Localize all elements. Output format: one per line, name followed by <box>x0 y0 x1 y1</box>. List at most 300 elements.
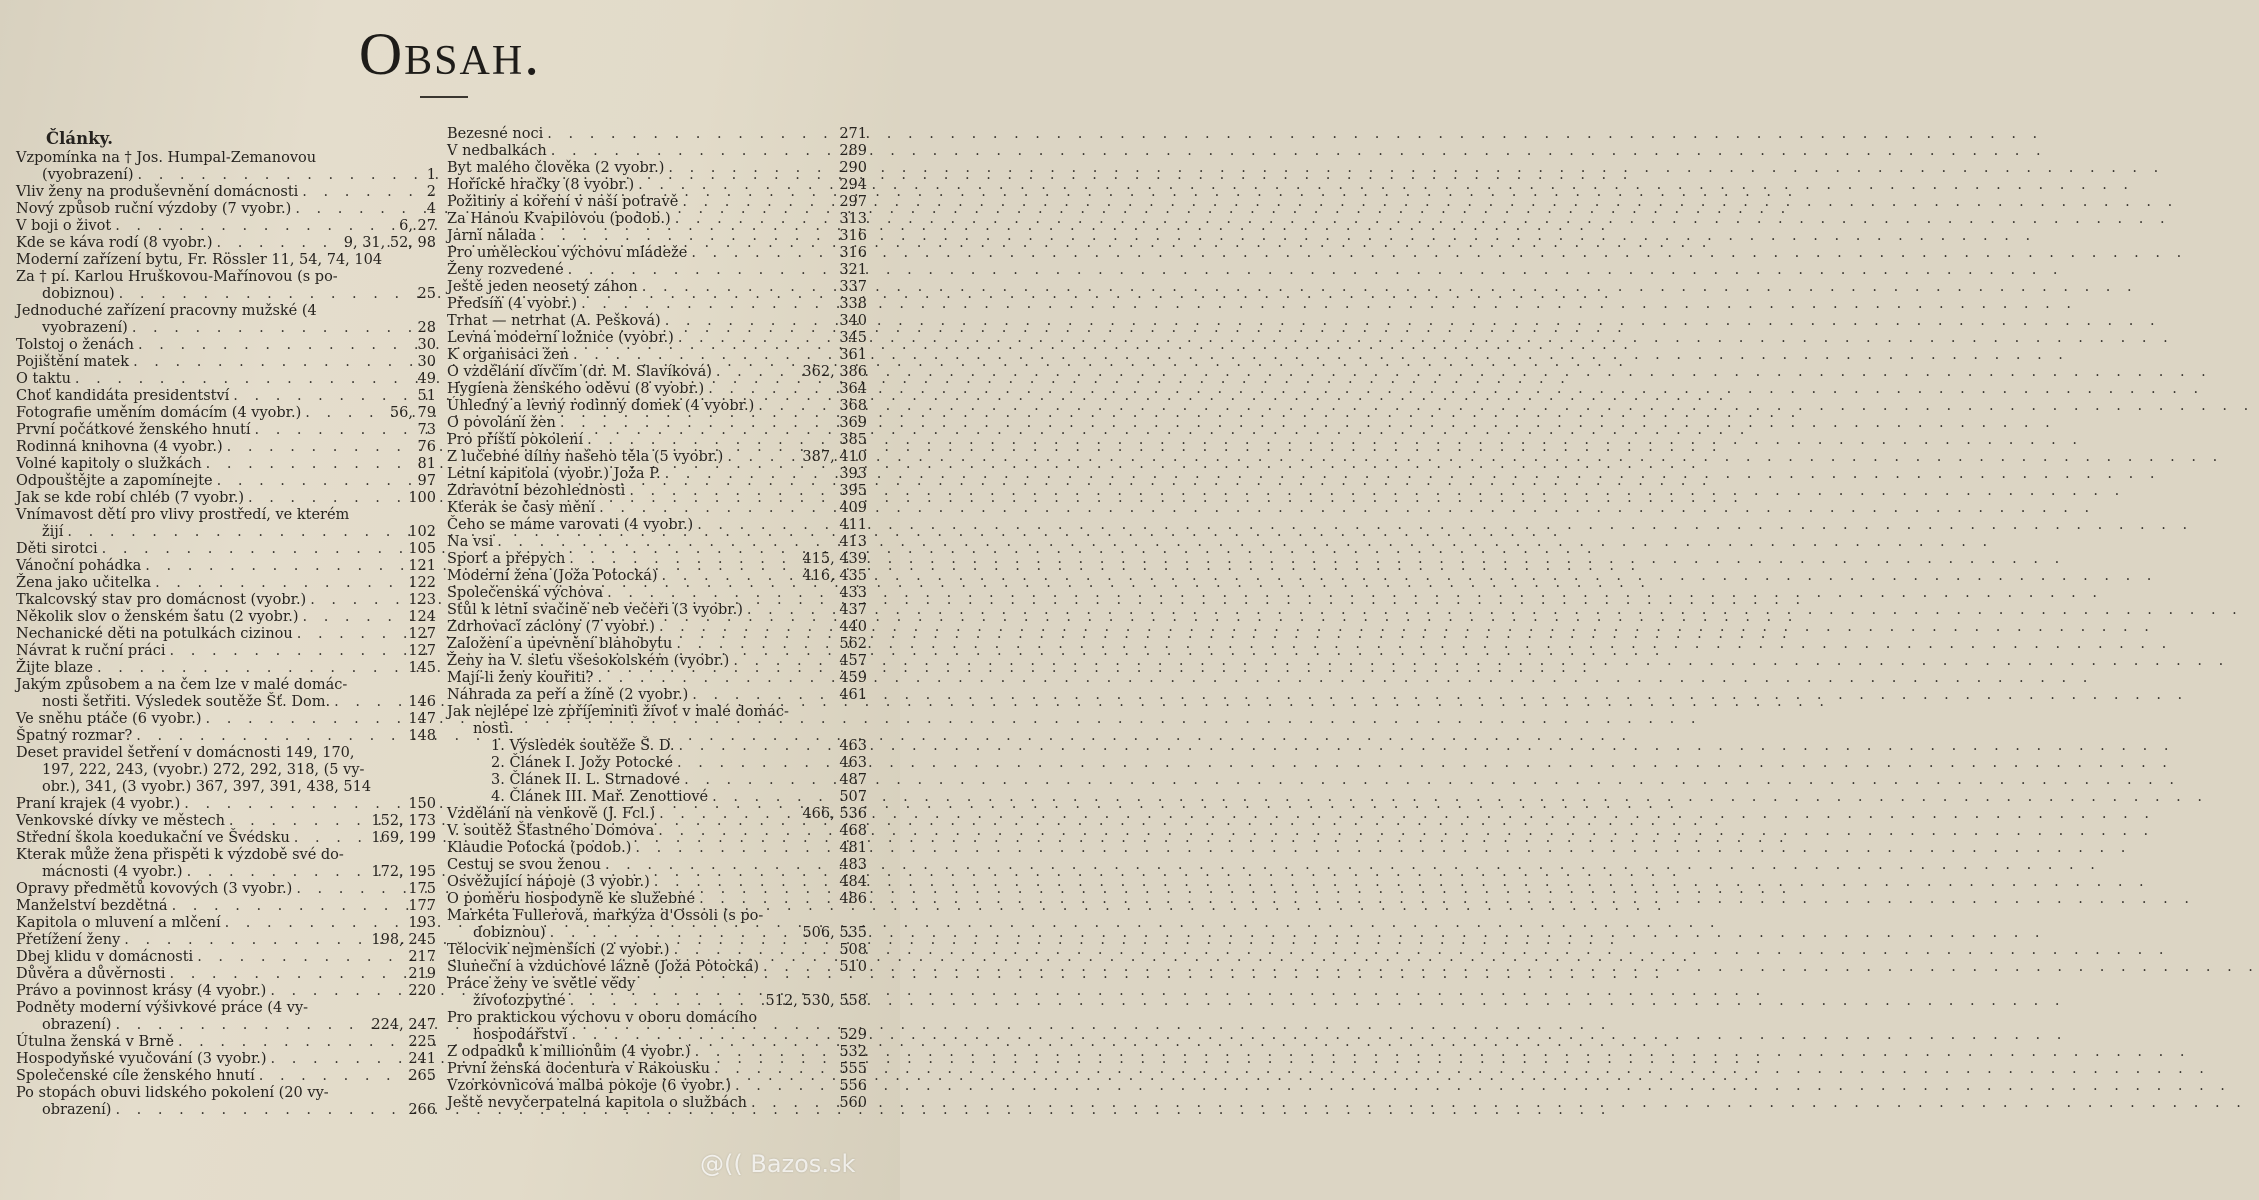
toc-entry-title: Jarní nálada <box>447 228 537 244</box>
toc-entry-title: Podněty moderní výšivkové práce (4 vy- <box>16 1000 309 1016</box>
toc-leader-dots <box>661 313 836 330</box>
toc-leader-dots <box>298 184 422 201</box>
toc-entry <box>447 840 867 857</box>
toc-leader-dots <box>223 439 414 456</box>
toc-leader-dots <box>712 364 799 381</box>
toc-leader-dots <box>111 1102 404 1119</box>
toc-entry <box>447 738 867 755</box>
toc-entry-pages: 51 <box>417 388 436 404</box>
toc-entry-title: Levná moderní ložnice (vyobr.) <box>447 330 674 346</box>
toc-entry-pages: 463 <box>839 755 867 771</box>
toc-leader-dots <box>290 830 368 847</box>
section-heading: Články. <box>46 129 113 148</box>
toc-entry <box>16 558 436 575</box>
toc-entry <box>16 881 436 898</box>
toc-entry-title: Práce ženy ve světle vědy <box>447 976 636 992</box>
toc-entry-title: K organisaci žen <box>447 347 570 363</box>
toc-entry-pages: 466, 536 <box>802 806 867 822</box>
toc-leader-dots <box>759 959 835 976</box>
toc-entry-pages: 127 <box>408 643 436 659</box>
toc-left-column <box>16 128 436 1148</box>
toc-leader-dots <box>564 262 836 279</box>
toc-entry <box>447 806 867 823</box>
toc-entry <box>16 932 436 949</box>
toc-entry <box>447 313 867 330</box>
toc-entry-pages: 368 <box>839 398 867 414</box>
title-divider <box>420 96 468 98</box>
toc-leader-dots <box>654 823 835 840</box>
toc-entry-title: hospodářství <box>473 1027 568 1043</box>
toc-entry <box>16 745 436 762</box>
toc-entry <box>16 830 436 847</box>
toc-entry-pages: 294 <box>839 177 867 193</box>
toc-leader-dots <box>754 398 835 415</box>
toc-entry <box>16 813 436 830</box>
toc-entry-title: Letní kapitola (vyobr.) Joža P. <box>447 466 661 482</box>
toc-entry <box>447 160 867 177</box>
toc-entry <box>16 847 436 864</box>
toc-entry-title: životozpytné <box>473 993 566 1009</box>
toc-entry-title: nosti šetřiti. Výsledek soutěže Šť. Dom. <box>42 694 331 710</box>
toc-leader-dots <box>675 738 836 755</box>
toc-entry-title: Tkalcovský stav pro domácnost (vyobr.) <box>16 592 307 608</box>
toc-leader-dots <box>661 466 836 483</box>
toc-entry-pages: 340 <box>839 313 867 329</box>
toc-entry-pages: 25 <box>417 286 436 302</box>
toc-entry-title: Žijte blaze <box>16 660 94 676</box>
toc-entry-title: O povolání žen <box>447 415 556 431</box>
toc-entry-pages: 56, 79 <box>389 405 436 421</box>
toc-entry-title: Osvěžující nápoje (3 vyobr.) <box>447 874 650 890</box>
toc-leader-dots <box>128 320 414 337</box>
toc-leader-dots <box>747 1095 835 1112</box>
toc-entry-title: Markéta Fullerová, markýza d'Ossoli (s po- <box>447 908 764 924</box>
toc-entry-pages: 265 <box>408 1068 436 1084</box>
toc-entry-pages: 437 <box>839 602 867 618</box>
toc-entry-title: Bezesné noci <box>447 126 544 142</box>
toc-entry-title: Mají-li ženy kouřiti? <box>447 670 594 686</box>
toc-entry-pages: 459 <box>839 670 867 686</box>
toc-entry-pages: 487 <box>839 772 867 788</box>
toc-entry <box>447 211 867 228</box>
toc-leader-dots <box>225 813 368 830</box>
toc-leader-dots <box>166 643 405 660</box>
toc-entry <box>16 1085 436 1102</box>
page-title: Obsah. <box>358 21 542 87</box>
toc-entry-title: Zdrhovací záclony (7 vyobr.) <box>447 619 655 635</box>
toc-entry-pages: 105 <box>408 541 436 557</box>
toc-leader-dots <box>650 874 836 891</box>
toc-entry <box>16 796 436 813</box>
toc-leader-dots <box>556 415 835 432</box>
toc-entry <box>16 677 436 694</box>
toc-entry-pages: 415, 439 <box>802 551 867 567</box>
toc-entry-title: 1. Výsledek soutěže Š. D. <box>491 738 675 754</box>
toc-entry <box>16 337 436 354</box>
toc-leader-dots <box>678 194 835 211</box>
toc-entry-pages: 413 <box>839 534 867 550</box>
toc-entry-pages: 409 <box>839 500 867 516</box>
toc-leader-dots <box>111 1017 367 1034</box>
toc-leader-dots <box>603 585 835 602</box>
toc-entry-title: Úhledný a levný rodinný domek (4 vyobr.) <box>447 398 755 414</box>
toc-entry <box>16 507 436 524</box>
toc-leader-dots <box>673 755 835 772</box>
toc-leader-dots <box>631 840 835 857</box>
toc-entry-title: obrazení) <box>42 1102 112 1118</box>
toc-entry <box>447 500 867 517</box>
toc-entry <box>447 976 867 993</box>
toc-entry-pages: 457 <box>839 653 867 669</box>
toc-entry <box>16 269 436 286</box>
toc-entry-pages: 150 <box>408 796 436 812</box>
toc-leader-dots <box>293 626 405 643</box>
toc-entry-pages: 217 <box>408 949 436 965</box>
toc-entry-title: Kapitola o mluvení a mlčení <box>16 915 221 931</box>
toc-entry-title: Stůl k letní svačině neb večeři (3 vyobr.) <box>447 602 743 618</box>
toc-entry-pages: 177 <box>408 898 436 914</box>
toc-entry-pages: 124 <box>408 609 436 625</box>
toc-entry-pages: 393 <box>839 466 867 482</box>
toc-entry-pages: 9, 31, 52, 98 <box>343 235 436 251</box>
toc-entry-pages: 1 <box>426 167 436 183</box>
toc-entry-title: Praní krajek (4 vyobr.) <box>16 796 181 812</box>
toc-entry-title: 2. Článek I. Jožy Potocké <box>491 755 674 771</box>
toc-entry-title: Cestuj se svou ženou <box>447 857 601 873</box>
toc-entry-pages: 290 <box>839 160 867 176</box>
toc-entry <box>447 364 867 381</box>
toc-entry <box>447 823 867 840</box>
toc-entry <box>16 184 436 201</box>
toc-entry <box>16 609 436 626</box>
toc-entry <box>447 177 867 194</box>
toc-entry-title: obr.), 341, (3 vyobr.) 367, 397, 391, 438, 514 <box>42 779 372 795</box>
toc-leader-dots <box>71 371 414 388</box>
toc-leader-dots <box>691 1044 836 1061</box>
toc-entry <box>16 1017 436 1034</box>
toc-entry <box>16 150 436 167</box>
toc-entry-title: Trhat — netrhat (A. Pešková) <box>447 313 661 329</box>
book-page <box>0 0 900 1200</box>
toc-entry <box>447 262 867 279</box>
toc-entry <box>16 983 436 1000</box>
toc-entry <box>447 993 867 1010</box>
toc-entry-title: V boji o život <box>16 218 112 234</box>
toc-entry <box>16 422 436 439</box>
toc-entry <box>447 534 867 551</box>
toc-entry <box>16 779 436 796</box>
toc-entry <box>16 898 436 915</box>
toc-entry-title: Důvěra a důvěrnosti <box>16 966 166 982</box>
toc-entry-title: Ženy rozvedené <box>447 262 564 278</box>
toc-entry <box>447 398 867 415</box>
toc-entry-pages: 555 <box>839 1061 867 1077</box>
toc-entry-pages: 100 <box>408 490 436 506</box>
toc-leader-dots <box>688 687 835 704</box>
toc-leader-dots <box>601 857 835 874</box>
toc-entry-title: V nedbalkách <box>447 143 547 159</box>
toc-entry-title: Společenská výchova <box>447 585 604 601</box>
toc-entry-title: Střední škola koedukační ve Švédsku <box>16 830 290 846</box>
toc-entry-pages: 30 <box>417 354 436 370</box>
toc-entry <box>447 789 867 806</box>
toc-leader-dots <box>132 728 404 745</box>
toc-entry-title: O vzdělání dívčím (dr. M. Slavíková) <box>447 364 712 380</box>
toc-entry-title: Kterak může žena přispěti k výzdobě své do- <box>16 847 344 863</box>
toc-entry-pages: 145 <box>408 660 436 676</box>
toc-entry-title: Venkovské dívky ve městech <box>16 813 225 829</box>
toc-entry-title: Tolstoj o ženách <box>16 337 135 353</box>
toc-entry <box>16 592 436 609</box>
toc-entry-title: Vliv ženy na produševnění domácnosti <box>16 184 299 200</box>
toc-entry-pages: 461 <box>839 687 867 703</box>
toc-leader-dots <box>595 500 835 517</box>
toc-entry-pages: 369 <box>839 415 867 431</box>
toc-entry-pages: 102 <box>408 524 436 540</box>
toc-entry <box>447 755 867 772</box>
toc-leader-dots <box>695 891 835 908</box>
toc-entry <box>16 1034 436 1051</box>
toc-entry-title: Pro příští pokolení <box>447 432 584 448</box>
toc-entry-pages: 241 <box>408 1051 436 1067</box>
toc-leader-dots <box>183 864 368 881</box>
toc-entry-title: Vnímavost dětí pro vlivy prostředí, ve kterém <box>16 507 350 523</box>
toc-entry-title: Kterak se časy mění <box>447 500 596 516</box>
toc-entry <box>16 405 436 422</box>
toc-entry-title: Rodinná knihovna (4 vyobr.) <box>16 439 223 455</box>
toc-entry-title: žijí <box>42 524 64 540</box>
toc-leader-dots <box>577 296 835 313</box>
toc-entry-pages: 506, 535 <box>802 925 867 941</box>
toc-entry-pages: 507 <box>839 789 867 805</box>
toc-entry-title: obrazení) <box>42 1017 112 1033</box>
toc-entry <box>16 626 436 643</box>
toc-entry-title: Hygiena ženského oděvu (8 vyobr.) <box>447 381 705 397</box>
toc-entry <box>16 439 436 456</box>
toc-entry-title: dobiznou) <box>42 286 115 302</box>
toc-entry-title: Tělocvik nejmenších (2 vyobr.) <box>447 942 670 958</box>
toc-entry-pages: 468 <box>839 823 867 839</box>
toc-leader-dots <box>664 160 835 177</box>
toc-entry-pages: 271 <box>839 126 867 142</box>
toc-entry <box>447 568 867 585</box>
toc-list-right <box>447 126 867 1112</box>
toc-entry-title: První ženská docentura v Rakousku <box>447 1061 711 1077</box>
toc-entry-pages: 345 <box>839 330 867 346</box>
toc-entry-pages: 440 <box>839 619 867 635</box>
toc-entry-pages: 529 <box>839 1027 867 1043</box>
toc-entry-title: Jakým způsobem a na čem lze v malé domác- <box>16 677 348 693</box>
toc-right-column <box>447 126 867 1146</box>
toc-leader-dots <box>671 211 836 228</box>
toc-entry-pages: 433 <box>839 585 867 601</box>
toc-entry-pages: 556 <box>839 1078 867 1094</box>
toc-leader-dots <box>251 422 414 439</box>
toc-leader-dots <box>565 551 798 568</box>
toc-entry-title: (vyobrazení) <box>42 167 134 183</box>
toc-entry <box>16 218 436 235</box>
toc-leader-dots <box>98 541 405 558</box>
toc-entry-pages: 361 <box>839 347 867 363</box>
toc-entry-pages: 512, 530, 558 <box>765 993 867 1009</box>
toc-entry <box>447 1061 867 1078</box>
toc-entry-title: První počátkové ženského hnutí <box>16 422 251 438</box>
toc-entry-pages: 387, 410 <box>802 449 867 465</box>
toc-entry-pages: 219 <box>408 966 436 982</box>
toc-entry-title: Čeho se máme varovati (4 vyobr.) <box>447 517 694 533</box>
toc-entry <box>16 456 436 473</box>
toc-entry <box>16 286 436 303</box>
toc-entry-pages: 175 <box>408 881 436 897</box>
toc-entry-pages: 338 <box>839 296 867 312</box>
toc-leader-dots <box>133 167 422 184</box>
toc-leader-dots <box>583 432 835 449</box>
toc-entry <box>447 466 867 483</box>
toc-entry-title: Návrat k ruční práci <box>16 643 166 659</box>
toc-entry <box>447 602 867 619</box>
toc-entry <box>16 303 436 320</box>
toc-entry-title: Jak se kde robí chléb (7 vyobr.) <box>16 490 244 506</box>
toc-entry <box>16 1051 436 1068</box>
toc-entry-pages: 4 <box>426 201 436 217</box>
toc-entry-title: Klaudie Potocká (podob.) <box>447 840 632 856</box>
toc-leader-dots <box>493 534 835 551</box>
toc-entry <box>447 1095 867 1112</box>
toc-entry <box>16 949 436 966</box>
toc-entry-title: Děti sirotci <box>16 541 98 557</box>
toc-entry-pages: 146 <box>408 694 436 710</box>
toc-entry-pages: 481 <box>839 840 867 856</box>
toc-entry-pages: 169, 199 <box>371 830 436 846</box>
toc-leader-dots <box>291 201 422 218</box>
toc-entry-title: vyobrazení) <box>42 320 128 336</box>
toc-entry-title: Společenské cíle ženského hnutí <box>16 1068 255 1084</box>
toc-entry <box>16 694 436 711</box>
toc-entry-pages: 73 <box>417 422 436 438</box>
toc-entry-title: nosti. <box>473 721 514 737</box>
toc-entry-pages: 411 <box>839 517 867 533</box>
toc-entry <box>16 660 436 677</box>
toc-entry-title: dobiznou) <box>473 925 546 941</box>
toc-leader-dots <box>729 653 835 670</box>
toc-entry-pages: 321 <box>839 262 867 278</box>
toc-leader-dots <box>731 1078 835 1095</box>
toc-entry-pages: 121 <box>408 558 436 574</box>
toc-leader-dots <box>292 881 404 898</box>
watermark-logo: @(( Bazos.sk <box>700 1150 856 1178</box>
toc-entry-title: Deset pravidel šetření v domácnosti 149, 170, <box>16 745 355 761</box>
toc-entry-pages: 225 <box>408 1034 436 1050</box>
toc-entry <box>16 388 436 405</box>
toc-entry-title: O taktu <box>16 371 71 387</box>
toc-entry-pages: 416, 435 <box>802 568 867 584</box>
toc-entry-title: Vzdělání na venkově (J. Fcl.) <box>447 806 656 822</box>
toc-leader-dots <box>213 235 340 252</box>
toc-leader-dots <box>655 619 835 636</box>
toc-leader-dots <box>244 490 404 507</box>
toc-entry <box>447 1044 867 1061</box>
toc-entry <box>447 908 867 925</box>
toc-entry <box>16 575 436 592</box>
toc-entry <box>447 959 867 976</box>
toc-entry <box>447 772 867 789</box>
toc-entry <box>447 687 867 704</box>
toc-entry-pages: 49 <box>417 371 436 387</box>
toc-entry-pages: 193 <box>408 915 436 931</box>
toc-entry <box>447 228 867 245</box>
toc-entry <box>447 330 867 347</box>
toc-leader-dots <box>151 575 404 592</box>
toc-entry-title: Za † pí. Karlou Hruškovou-Mařínovou (s po- <box>16 269 338 285</box>
toc-entry-title: Sluneční a vzduchové lázně (Joža Potocká) <box>447 959 760 975</box>
toc-entry-title: Požitiny a koření v naší potravě <box>447 194 679 210</box>
toc-entry <box>447 483 867 500</box>
toc-entry-pages: 127 <box>408 626 436 642</box>
toc-entry <box>447 415 867 432</box>
toc-entry-title: Jak nejlépe lze zpříjemniti život v malé domác- <box>447 704 789 720</box>
toc-entry-title: Pro praktickou výchovu v oboru domácího <box>447 1010 758 1026</box>
toc-entry <box>16 252 436 269</box>
toc-entry-title: Choť kandidáta presidentství <box>16 388 230 404</box>
toc-leader-dots <box>141 558 404 575</box>
toc-leader-dots <box>670 942 836 959</box>
toc-entry-pages: 30 <box>417 337 436 353</box>
toc-entry-pages: 220 <box>408 983 436 999</box>
toc-entry <box>447 1010 867 1027</box>
toc-entry-pages: 532 <box>839 1044 867 1060</box>
toc-entry-title: O poměru hospodyně ke služebné <box>447 891 696 907</box>
toc-entry-pages: 76 <box>417 439 436 455</box>
toc-leader-dots <box>266 983 404 1000</box>
toc-entry-title: Nechanické děti na potulkách cizinou <box>16 626 293 642</box>
toc-entry-title: Moderní žena (Joža Potocká) <box>447 568 658 584</box>
toc-entry-pages: 316 <box>839 245 867 261</box>
toc-entry-pages: 122 <box>408 575 436 591</box>
toc-leader-dots <box>330 694 404 711</box>
toc-entry <box>16 711 436 728</box>
toc-entry <box>447 143 867 160</box>
toc-entry-title: Pojištění matek <box>16 354 130 370</box>
toc-entry-pages: 198, 245 <box>371 932 436 948</box>
toc-entry <box>16 541 436 558</box>
toc-leader-dots <box>710 1061 835 1078</box>
toc-leader-dots <box>168 898 405 915</box>
toc-leader-dots <box>111 218 395 235</box>
toc-entry-title: 197, 222, 243, (vyobr.) 272, 292, 318, (5 vy- <box>42 762 365 778</box>
toc-entry-title: Vzpomínka na † Jos. Humpal-Zemanovou <box>16 150 317 166</box>
toc-leader-dots <box>120 932 367 949</box>
toc-entry <box>447 874 867 891</box>
toc-entry-pages: 316 <box>839 228 867 244</box>
toc-leader-dots <box>593 670 835 687</box>
toc-entry-pages: 362, 386 <box>802 364 867 380</box>
toc-entry-title: Ještě jeden neosetý záhon <box>447 279 638 295</box>
toc-entry <box>16 966 436 983</box>
toc-leader-dots <box>221 915 405 932</box>
toc-entry-pages: 364 <box>839 381 867 397</box>
toc-entry-pages: 148 <box>408 728 436 744</box>
toc-entry <box>447 585 867 602</box>
toc-entry-pages: 2 <box>426 184 436 200</box>
toc-leader-dots <box>174 1034 404 1051</box>
toc-leader-dots <box>115 286 414 303</box>
toc-entry <box>16 728 436 745</box>
toc-entry <box>447 517 867 534</box>
toc-leader-dots <box>672 636 835 653</box>
toc-entry-title: Žena jako učitelka <box>16 575 152 591</box>
toc-entry <box>447 126 867 143</box>
toc-entry <box>447 279 867 296</box>
